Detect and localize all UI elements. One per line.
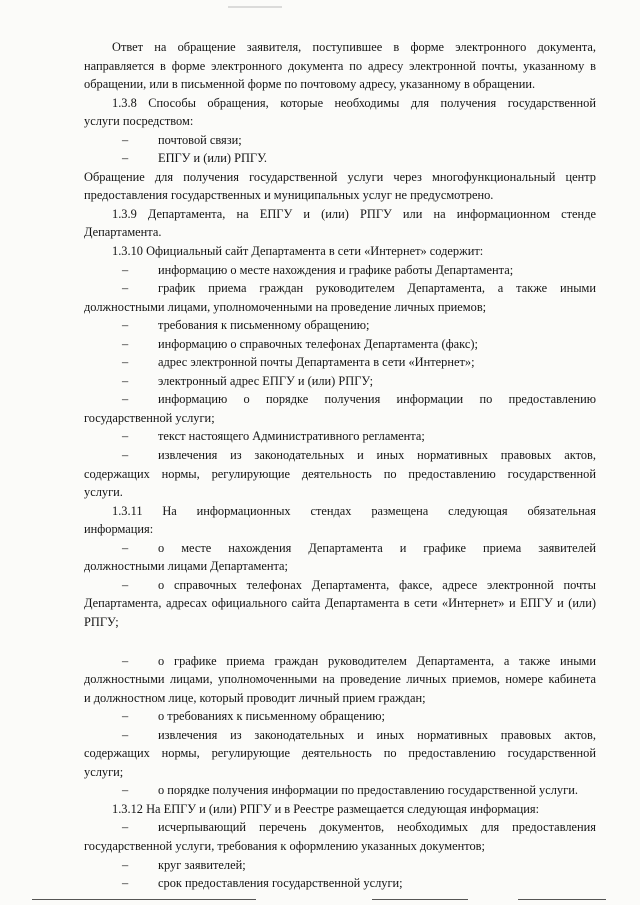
list-dash: – (122, 820, 129, 835)
list-item-line (84, 149, 596, 168)
document-page (84, 38, 596, 893)
text-line: 1.3.11 На информационных стендах размещена следующая обязательная (112, 503, 596, 518)
footer-rule-mid (372, 899, 468, 900)
list-item-text: график приема граждан руководителем Департамента, а также иными (158, 281, 596, 296)
list-item-line (84, 856, 596, 875)
text-line: содержащих нормы, регулирующие деятельность по предоставлению государственной (84, 746, 596, 761)
list-dash: – (122, 653, 129, 668)
list-item-line (84, 707, 596, 726)
list-item-text: текст настоящего Административного регламента; (158, 429, 425, 444)
list-dash: – (122, 429, 129, 444)
text-line: предоставления государственных и муниципальных услуг не предусмотрено. (84, 188, 494, 203)
text-line: информация: (84, 522, 154, 537)
scan-mark (228, 6, 282, 8)
text-line: РПГУ; (84, 614, 119, 629)
list-item-text: информацию о справочных телефонах Департамента (факс); (158, 336, 478, 351)
text-line: 1.3.9 Департамента, на ЕПГУ и (или) РПГУ или на информационном стенде (112, 206, 596, 221)
text-line: государственной услуги, требования к оформлению указанных документов; (84, 838, 485, 853)
text-line: направляется в форме электронного документа по адресу электронной почты, указанному в (84, 58, 596, 73)
list-item-text: ЕПГУ и (или) РПГУ. (158, 151, 267, 166)
text-line: Департамента, адресах официального сайта Департамента в сети «Интернет» и ЕПГУ и (или) (84, 596, 596, 611)
text-line: 1.3.12 На ЕПГУ и (или) РПГУ и в Реестре размещается следующая информация: (112, 801, 540, 816)
text-line: и должностном лице, который проводит личный прием граждан; (84, 690, 426, 705)
list-item-line (84, 781, 596, 800)
footer-rule-left (32, 899, 256, 900)
list-dash: – (122, 132, 129, 147)
list-item-text: требования к письменному обращению; (158, 318, 370, 333)
list-dash: – (122, 318, 129, 333)
list-item-text: исчерпывающий перечень документов, необходимых для предоставления (158, 820, 596, 835)
list-item-line (84, 353, 596, 372)
list-item-line (84, 652, 596, 671)
list-dash: – (122, 709, 129, 724)
text-line: должностными лицами, уполномоченными на проведение личных приемов; (84, 299, 487, 314)
list-item-line (84, 335, 596, 354)
list-item-text: информацию о месте нахождения и графике работы Департамента; (158, 262, 514, 277)
text-line: должностными лицами Департамента; (84, 559, 288, 574)
list-item-text: информацию о порядке получения информации по предоставлению (158, 392, 596, 407)
list-dash: – (122, 857, 129, 872)
list-item-line (84, 131, 596, 150)
list-item-line (84, 818, 596, 837)
list-item-text: адрес электронной почты Департамента в сети «Интернет»; (158, 355, 475, 370)
list-item-line (84, 261, 596, 280)
list-item-text: о справочных телефонах Департамента, факсе, адресе электронной почты (158, 577, 596, 592)
list-item-text: извлечения из законодательных и иных нормативных правовых актов, (158, 448, 596, 463)
list-item-line (84, 539, 596, 558)
list-item-line (84, 390, 596, 409)
list-dash: – (122, 876, 129, 891)
list-item-line (84, 427, 596, 446)
text-line: 1.3.8 Способы обращения, которые необходимы для получения государственной (112, 95, 596, 110)
list-item-line (84, 726, 596, 745)
text-line: Департамента. (84, 225, 162, 240)
list-dash: – (122, 336, 129, 351)
list-item-line (84, 446, 596, 465)
list-item-text: круг заявителей; (158, 857, 246, 872)
footer-rule-right (518, 899, 606, 900)
list-item-text: извлечения из законодательных и иных нормативных правовых актов, (158, 727, 596, 742)
list-dash: – (122, 392, 129, 407)
list-item-text: о графике приема граждан руководителем Департамента, а также иными (158, 653, 596, 668)
list-item-text: о требованиях к письменному обращению; (158, 709, 385, 724)
list-item-line (84, 372, 596, 391)
list-item-line (84, 316, 596, 335)
list-item-text: срок предоставления государственной услуги; (158, 876, 403, 891)
text-line: Ответ на обращение заявителя, поступившее в форме электронного документа, (112, 40, 596, 54)
text-line: услуги посредством: (84, 114, 194, 129)
list-item-line (84, 576, 596, 595)
list-dash: – (122, 783, 129, 798)
text-line: содержащих нормы, регулирующие деятельность по предоставлению государственной (84, 466, 596, 481)
list-item-text: электронный адрес ЕПГУ и (или) РПГУ; (158, 373, 374, 388)
text-line: 1.3.10 Официальный сайт Департамента в сети «Интернет» содержит: (112, 244, 484, 259)
list-dash: – (122, 281, 129, 296)
list-dash: – (122, 540, 129, 555)
paragraph-gap (84, 632, 596, 652)
text-line: услуги; (84, 764, 124, 779)
list-dash: – (122, 727, 129, 742)
list-item-line (84, 874, 596, 893)
list-dash: – (122, 448, 129, 463)
list-dash: – (122, 355, 129, 370)
list-dash: – (122, 151, 129, 166)
list-item-line (84, 279, 596, 298)
list-dash: – (122, 262, 129, 277)
text-line: должностными лицами, уполномоченными на проведение личных приемов, номере кабинета (84, 672, 596, 687)
list-item-text: о порядке получения информации по предоставлению государственной услуги. (158, 783, 578, 798)
list-dash: – (122, 373, 129, 388)
text-line: обращении, или в письменной форме по почтовому адресу, указанному в обращении. (84, 77, 536, 92)
text-line: Обращение для получения государственной услуги через многофункциональный центр (84, 169, 596, 184)
list-item-text: почтовой связи; (158, 132, 242, 147)
text-line: услуги. (84, 485, 123, 500)
list-dash: – (122, 577, 129, 592)
list-item-text: о месте нахождения Департамента и графике приема заявителей (158, 540, 596, 555)
text-line: государственной услуги; (84, 410, 215, 425)
